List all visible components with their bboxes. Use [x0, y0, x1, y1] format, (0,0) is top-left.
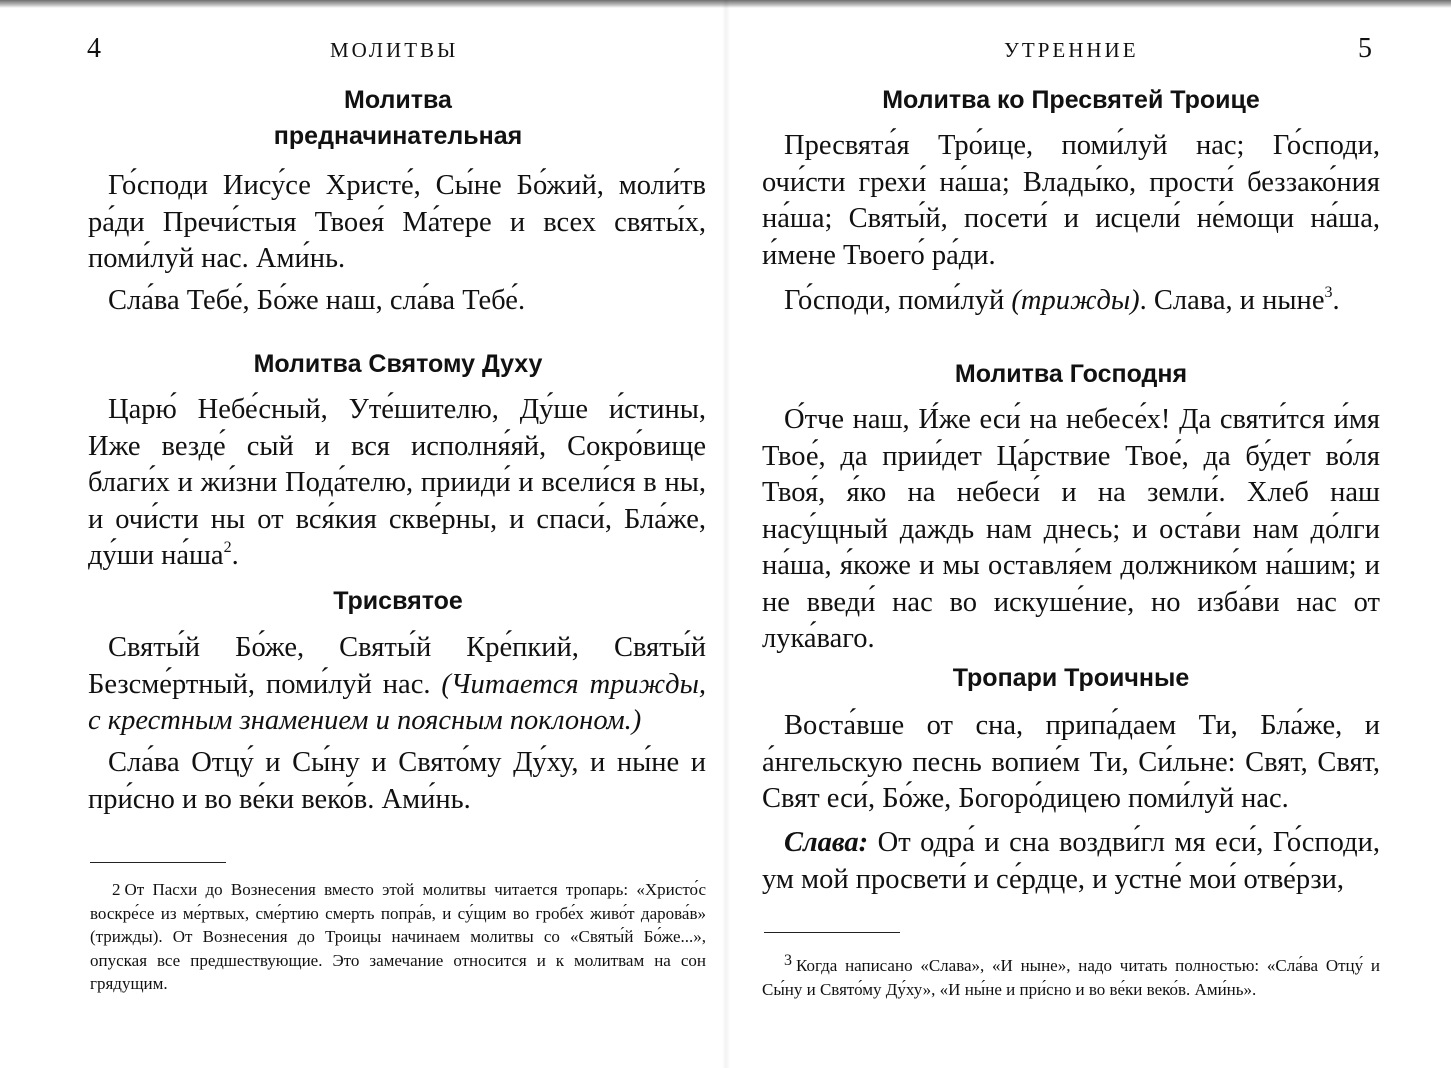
- prayer-text: Сла́ва Тебе́, Бо́же наш, сла́ва Тебе́.: [108, 285, 526, 316]
- prayer-body: От одра́ и сна воздви́гл мя еси́, Го́споди, ум мой просвети́ и се́рдце, и устне́ мои́ отве́рзи,: [762, 827, 1380, 895]
- heading-holy-trinity: Молитва ко Пресвятей Троице: [882, 86, 1260, 114]
- footnote-reference: 3: [1324, 284, 1333, 301]
- prayer-text: О́тче наш, И́же еси́ на небесе́х! Да святи́тся и́мя Твое́, да прии́дет Ца́рствие Твое́, да бу́дет во́ля Твоя́, я́ко на небеси́ и на земли́. Хлеб наш насу́щный даждь нам днесь; и оста́ви нам до́лги на́ша, я́коже и мы оставля́ем должнико́м на́шим; и не введи́ нас во искуше́ние, но изба́ви нас от лука́ваго.: [762, 404, 1380, 654]
- footnote-number: 2: [112, 880, 121, 899]
- glory-label: Слава:: [784, 827, 869, 858]
- heading-line: предначинательная: [273, 122, 523, 150]
- footnote: [762, 949, 1380, 1001]
- heading-trinity-troparia: Тропари Троичные: [952, 664, 1190, 692]
- footnote: [90, 878, 706, 996]
- prayer-text: [762, 825, 1380, 898]
- prayer-text: Го́споди Иису́се Христе́, Сы́не Бо́жий, моли́тв ра́ди Пречи́стыя Твоея́ Ма́тере и всех святы́х, поми́луй нас. Ами́нь.: [88, 170, 706, 274]
- heading-opening-prayer: [88, 82, 708, 154]
- footnote-text: Когда написано «Слава», «И ныне», надо читать полностью: «Сла́ва Отцу́ и Сы́ну и Свято́му Ду́ху», «И ны́не и при́сно и во ве́ки веко́в. Ами́нь».: [762, 956, 1380, 999]
- punctuation: .: [231, 540, 239, 571]
- heading-lords-prayer: Молитва Господня: [954, 360, 1188, 388]
- running-head: МОЛИТВЫ: [330, 38, 459, 62]
- prayer-text: Сла́ва Отцу́ и Сы́ну и Свято́му Ду́ху, и ны́не и при́сно и во ве́ки веко́в. Ами́нь.: [88, 747, 706, 815]
- heading-holy-spirit: Молитва Святому Духу: [253, 350, 543, 378]
- rubric: (Читается трижды, с крестным знамением и поясным поклоном.): [88, 668, 707, 736]
- prayer-text: Пресвята́я Тро́ице, поми́луй нас; Го́споди, очи́сти грехи́ на́ша; Влады́ко, прости́ беззако́ния на́ша; Святы́й, посети́ и исцели́ не́мощи на́ша, и́мене Твоего́ ра́ди.: [762, 130, 1380, 271]
- footnote-separator: [764, 932, 900, 933]
- prayer-text: [88, 392, 706, 575]
- prayer-body: . Слава, и ныне: [1139, 285, 1325, 316]
- prayer-text: [762, 283, 1380, 320]
- prayer-body: Царю́ Небе́сный, Уте́шителю, Ду́ше и́стины, Иже везде́ сый и вся исполня́яй, Сокро́вище благи́х и жи́зни Пода́телю, прииди́ и всели́ся в ны, и очи́сти ны от вся́кия скве́рны, и спаси́, Бла́же, ду́ши на́ша: [88, 394, 706, 571]
- prayer-text: [88, 630, 706, 740]
- footnote-text: От Пасхи до Вознесения вместо этой молитвы читается тропарь: «Христо́с воскре́се из ме́ртвых, сме́ртию смерть попра́в, и су́щим во гробе́х живо́т дарова́в» (трижды). От Вознесения до Троицы начинаем молитвы со «Святы́й Бо́же...», опуская все предшествующие. Это замечание относится и к молитвам на сон грядущим.: [90, 880, 706, 993]
- page-number: 4: [87, 33, 101, 64]
- right-page: [726, 0, 1451, 1068]
- footnote-number: 3: [784, 952, 792, 969]
- footnote-separator: [90, 862, 226, 863]
- prayer-body: Го́споди, поми́луй: [784, 285, 1012, 316]
- punctuation: .: [1332, 285, 1340, 316]
- prayer-text: Воста́вше от сна, припа́даем Ти, Бла́же, и а́нгельскую песнь вопие́м Ти, Си́льне: Свят, Свят, Свят еси́, Бо́же, Богоро́дицею поми́луй нас.: [762, 710, 1380, 814]
- footnote-reference: 2: [223, 539, 232, 556]
- prayer-body: Святы́й Бо́же, Святы́й Кре́пкий, Святы́й Безсме́ртный, поми́луй нас.: [88, 632, 706, 700]
- running-head: УТРЕННИЕ: [1004, 38, 1139, 62]
- page-number: 5: [1358, 33, 1372, 64]
- rubric: (трижды): [1011, 285, 1140, 316]
- heading-trisagion: Трисвятое: [333, 587, 463, 615]
- heading-line: Молитва: [344, 86, 452, 114]
